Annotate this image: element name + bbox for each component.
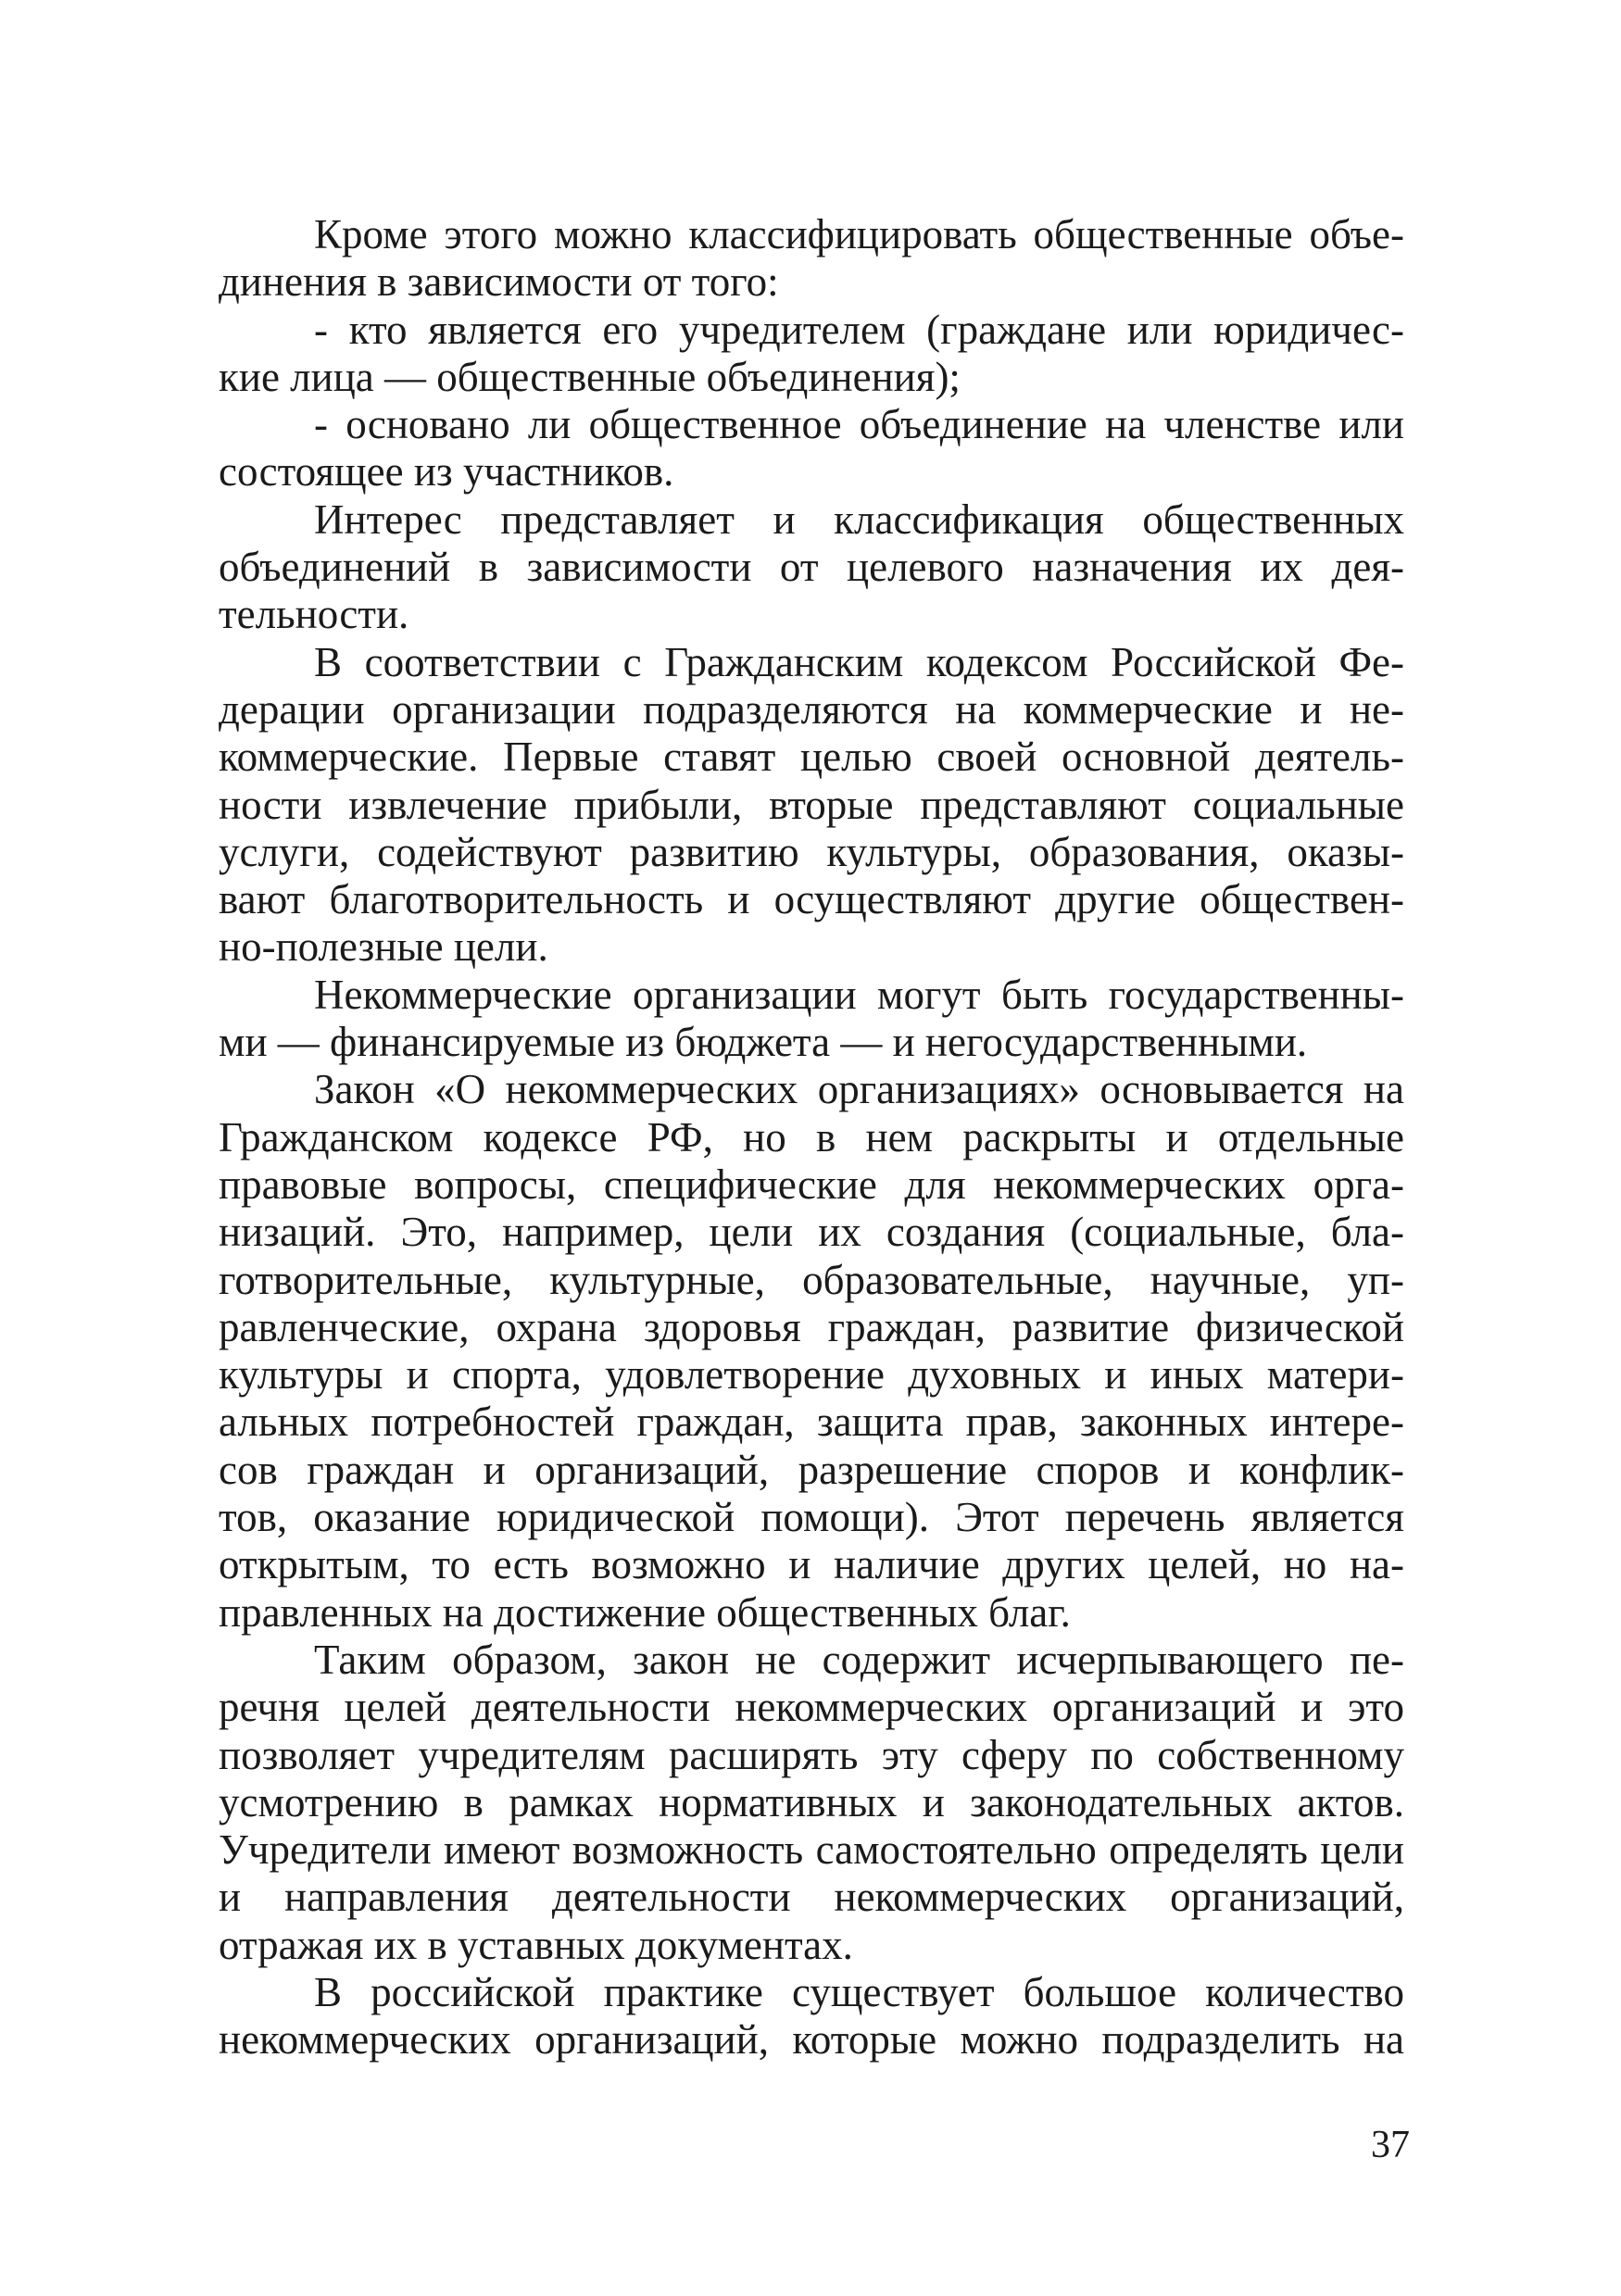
text-line: вают благотворительность и осуществляют другие обществен- [219, 876, 1404, 923]
text-line: Закон «О некоммерческих организациях» основывается на [314, 1066, 1404, 1113]
text-line: некоммерческих организаций, которые можно подразделить на [219, 2016, 1404, 2064]
text-line: альных потребностей граждан, защита прав, законных интере- [219, 1399, 1404, 1446]
text-line: и направления деятельности некоммерческих организаций, [219, 1874, 1404, 1921]
text-line: Гражданском кодексе РФ, но в нем раскрыты и отдельные [219, 1113, 1404, 1161]
text-line: сов граждан и организаций, разрешение споров и конфлик- [219, 1446, 1404, 1493]
list-item-line: - кто является его учредителем (граждане или юридичес- [314, 306, 1404, 353]
text-line: позволяет учредителям расширять эту сферу по собственному [219, 1731, 1404, 1778]
body-text [219, 211, 1404, 2064]
text-line: открытым, то есть возможно и наличие других целей, но на- [219, 1541, 1404, 1588]
text-line: Учредители имеют возможность самостоятельно определять цели [219, 1826, 1404, 1874]
text-line: ности извлечение прибыли, вторые представляют социальные [219, 781, 1404, 828]
text-line: тельности. [219, 591, 409, 638]
text-line: речня целей деятельности некоммерческих организаций и это [219, 1684, 1404, 1731]
text-line: В соответствии с Гражданским кодексом Российской Фе- [314, 638, 1404, 685]
text-line: правленных на достижение общественных благ. [219, 1588, 1071, 1636]
text-line: услуги, содействуют развитию культуры, образования, оказы- [219, 828, 1404, 875]
text-line: культуры и спорта, удовлетворение духовных и иных матери- [219, 1351, 1404, 1399]
text-line: В российской практике существует большое количество [314, 1968, 1404, 2015]
list-item-line: кие лица — общественные объединения); [219, 353, 961, 400]
text-line: коммерческие. Первые ставят целью своей основной деятель- [219, 734, 1404, 781]
list-item-line: состоящее из участников. [219, 448, 674, 496]
text-line: правовые вопросы, специфические для некоммерческих орга- [219, 1161, 1404, 1208]
text-line: равленческие, охрана здоровья граждан, развитие физической [219, 1303, 1404, 1350]
text-line: ми — финансируемые из бюджета — и негосударственными. [219, 1019, 1308, 1066]
text-line: объединений в зависимости от целевого назначения их дея- [219, 544, 1404, 591]
text-line: Интерес представляет и классификация общественных [314, 496, 1404, 543]
text-line: готворительные, культурные, образовательные, научные, уп- [219, 1256, 1404, 1303]
text-line: дерации организации подразделяются на коммерческие и не- [219, 685, 1404, 733]
text-line: динения в зависимости от того: [219, 258, 779, 306]
text-line: но-полезные цели. [219, 923, 548, 971]
text-line: Кроме этого можно классифицировать общественные объе- [314, 211, 1404, 257]
text-line: тов, оказание юридической помощи). Этот перечень является [219, 1494, 1404, 1541]
text-line: усмотрению в рамках нормативных и законодательных актов. [219, 1778, 1404, 1826]
page-number: 37 [1371, 2124, 1410, 2166]
text-line: Таким образом, закон не содержит исчерпывающего пе- [314, 1636, 1404, 1683]
list-item-line: - основано ли общественное объединение на членстве или [314, 401, 1404, 448]
text-line: низаций. Это, например, цели их создания (социальные, бла- [219, 1209, 1404, 1256]
text-line: отражая их в уставных документах. [219, 1921, 853, 1968]
text-line: Некоммерческие организации могут быть государственны- [314, 971, 1404, 1018]
